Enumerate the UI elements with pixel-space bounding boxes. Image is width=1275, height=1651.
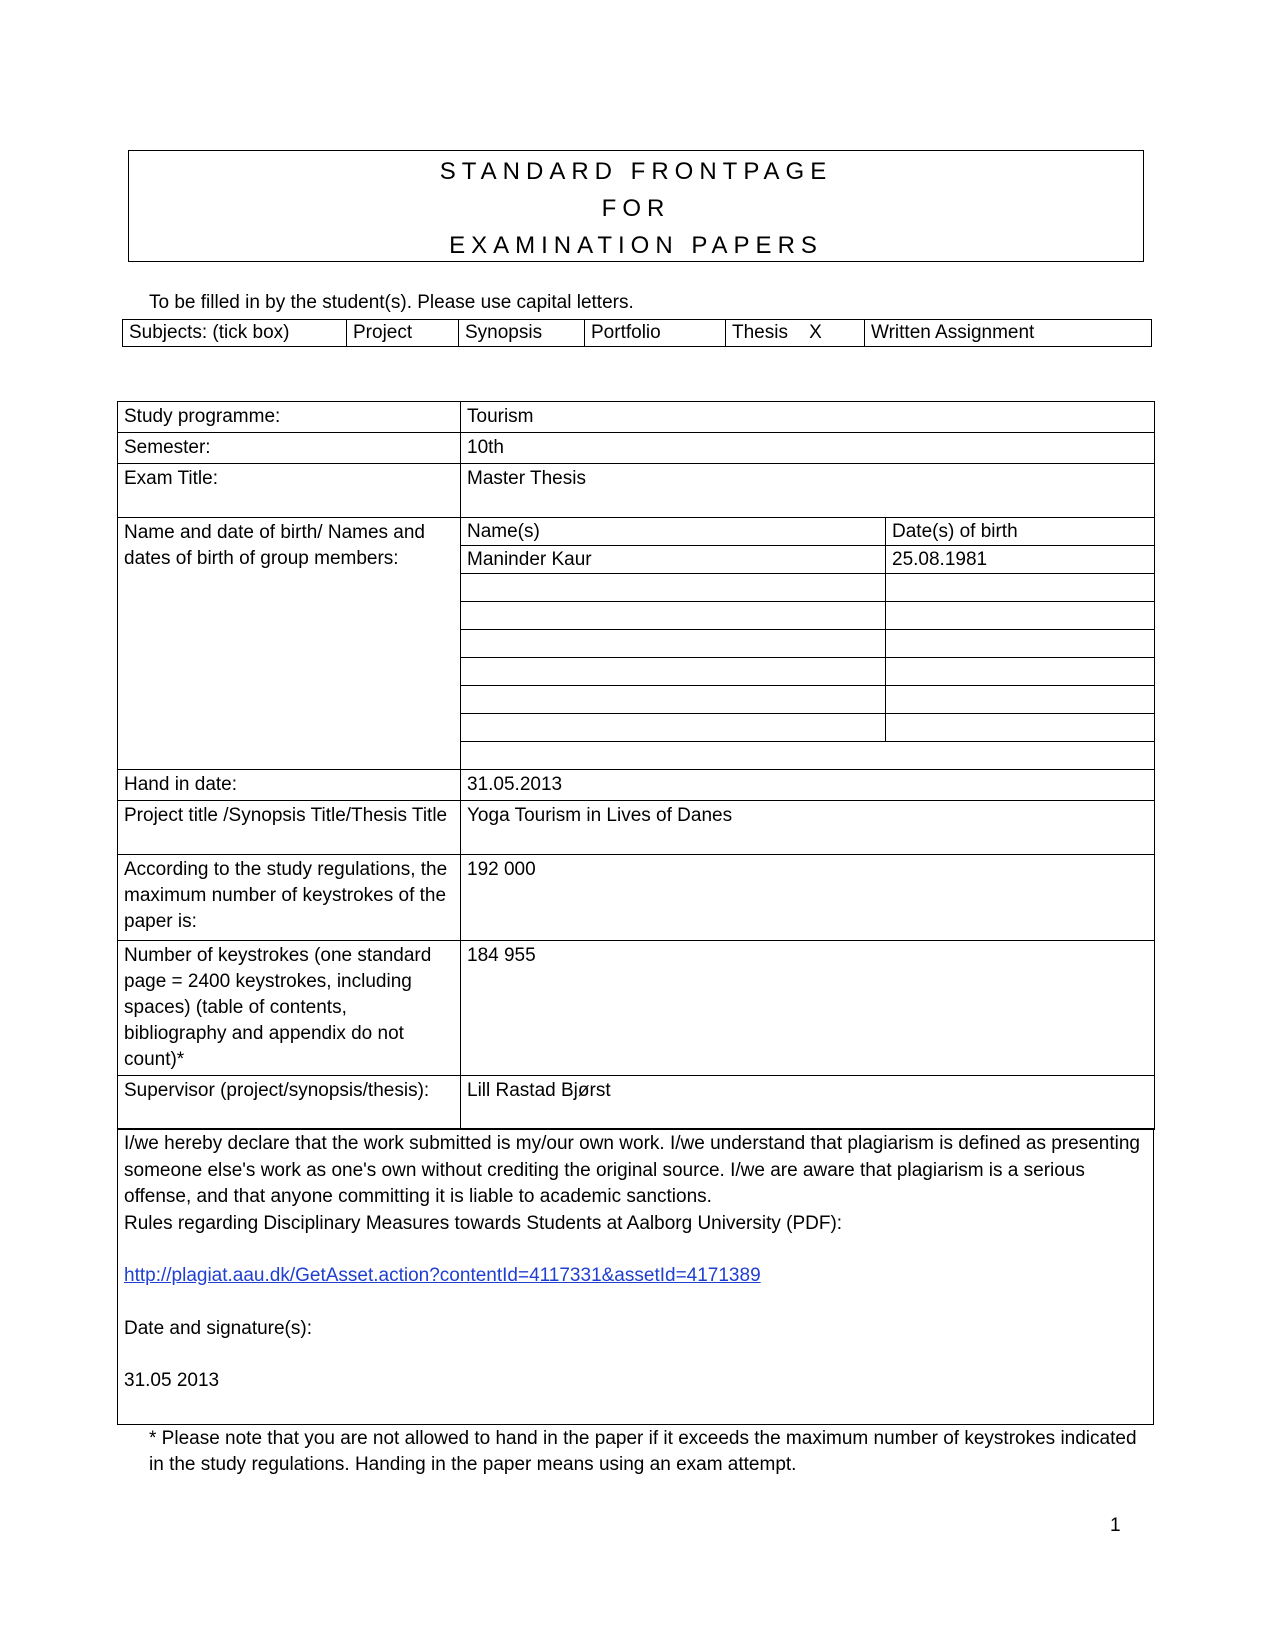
page-number: 1 — [1110, 1515, 1121, 1536]
title-line-3: EXAMINATION PAPERS — [449, 232, 823, 259]
member-name-5[interactable] — [461, 658, 886, 686]
spacer — [124, 1290, 1147, 1316]
member-name-4[interactable] — [461, 630, 886, 658]
footnote: * Please note that you are not allowed to hand in the paper if it exceeds the maximum number of keystrokes indicated in the study regulations. Handing in the paper means using an exam attempt. — [149, 1428, 1137, 1475]
hand-in-date-label: Hand in date: — [118, 770, 461, 801]
member-name-8[interactable] — [461, 742, 886, 770]
subjects-table — [122, 319, 1152, 347]
member-name-7[interactable] — [461, 714, 886, 742]
project-title-label: Project title /Synopsis Title/Thesis Title — [118, 801, 461, 855]
subject-option-written-assignment[interactable]: Written Assignment — [865, 320, 1152, 347]
max-keystrokes-label: According to the study regulations, the maximum number of keystrokes of the paper is: — [118, 855, 461, 941]
dob-header: Date(s) of birth — [886, 518, 1155, 546]
subject-option-synopsis[interactable]: Synopsis — [459, 320, 585, 347]
member-name-3[interactable] — [461, 602, 886, 630]
semester-value[interactable]: 10th — [461, 433, 1155, 464]
rules-text: Rules regarding Disciplinary Measures towards Students at Aalborg University (PDF): — [124, 1212, 843, 1234]
member-name-2[interactable] — [461, 574, 886, 602]
plagiarism-rules-link[interactable]: http://plagiat.aau.dk/GetAsset.action?contentId=4117331&assetId=4171389 — [124, 1265, 761, 1286]
member-name-1[interactable]: Maninder Kaur — [461, 546, 886, 574]
names-header: Name(s) — [461, 518, 886, 546]
names-cell — [461, 518, 1155, 770]
date-signature-label: Date and signature(s): — [124, 1317, 312, 1339]
semester-label: Semester: — [118, 433, 461, 464]
spacer — [124, 1237, 1147, 1263]
subjects-label: Subjects: (tick box) — [123, 320, 347, 347]
exam-info-table — [117, 401, 1155, 1130]
declaration-box — [117, 1128, 1154, 1425]
hand-in-date-value[interactable]: 31.05.2013 — [461, 770, 1155, 801]
subject-option-portfolio[interactable]: Portfolio — [585, 320, 726, 347]
study-programme-value[interactable]: Tourism — [461, 402, 1155, 433]
supervisor-label: Supervisor (project/synopsis/thesis): — [118, 1076, 461, 1130]
subject-option-thesis[interactable]: Thesis X — [726, 320, 865, 347]
member-dob-3[interactable] — [886, 602, 1155, 630]
title-line-1: STANDARD FRONTPAGE — [439, 158, 833, 185]
member-dob-7[interactable] — [886, 714, 1155, 742]
member-dob-8[interactable] — [886, 742, 1155, 770]
member-dob-1[interactable]: 25.08.1981 — [886, 546, 1155, 574]
max-keystrokes-value[interactable]: 192 000 — [461, 855, 1155, 941]
keystrokes-value[interactable]: 184 955 — [461, 941, 1155, 1076]
instruction-text: To be filled in by the student(s). Please use capital letters. — [149, 292, 634, 313]
title-box — [128, 150, 1144, 262]
members-table — [461, 518, 1154, 769]
subject-option-project[interactable]: Project — [347, 320, 459, 347]
declaration-text: I/we hereby declare that the work submitted is my/our own work. I/we understand that plagiarism is defined as presenting someone else's work as one's own without crediting the original source. I/we are aware that plagiarism is a serious offense, and that anyone committing it is liable to academic sanctions. — [124, 1133, 1140, 1207]
supervisor-value[interactable]: Lill Rastad Bjørst — [461, 1076, 1155, 1130]
title-line-2: FOR — [601, 195, 671, 222]
exam-title-label: Exam Title: — [118, 464, 461, 518]
member-dob-6[interactable] — [886, 686, 1155, 714]
project-title-value[interactable]: Yoga Tourism in Lives of Danes — [461, 801, 1155, 855]
member-dob-4[interactable] — [886, 630, 1155, 658]
member-dob-5[interactable] — [886, 658, 1155, 686]
member-dob-2[interactable] — [886, 574, 1155, 602]
keystrokes-label: Number of keystrokes (one standard page = 2400 keystrokes, including spaces) (table of contents, bibliography and appendix do not count)* — [118, 941, 461, 1076]
names-label: Name and date of birth/ Names and dates of birth of group members: — [118, 518, 461, 770]
exam-title-value[interactable]: Master Thesis — [461, 464, 1155, 518]
member-name-6[interactable] — [461, 686, 886, 714]
spacer — [124, 1342, 1147, 1368]
date-signature-value[interactable]: 31.05 2013 — [124, 1370, 220, 1391]
study-programme-label: Study programme: — [118, 402, 461, 433]
